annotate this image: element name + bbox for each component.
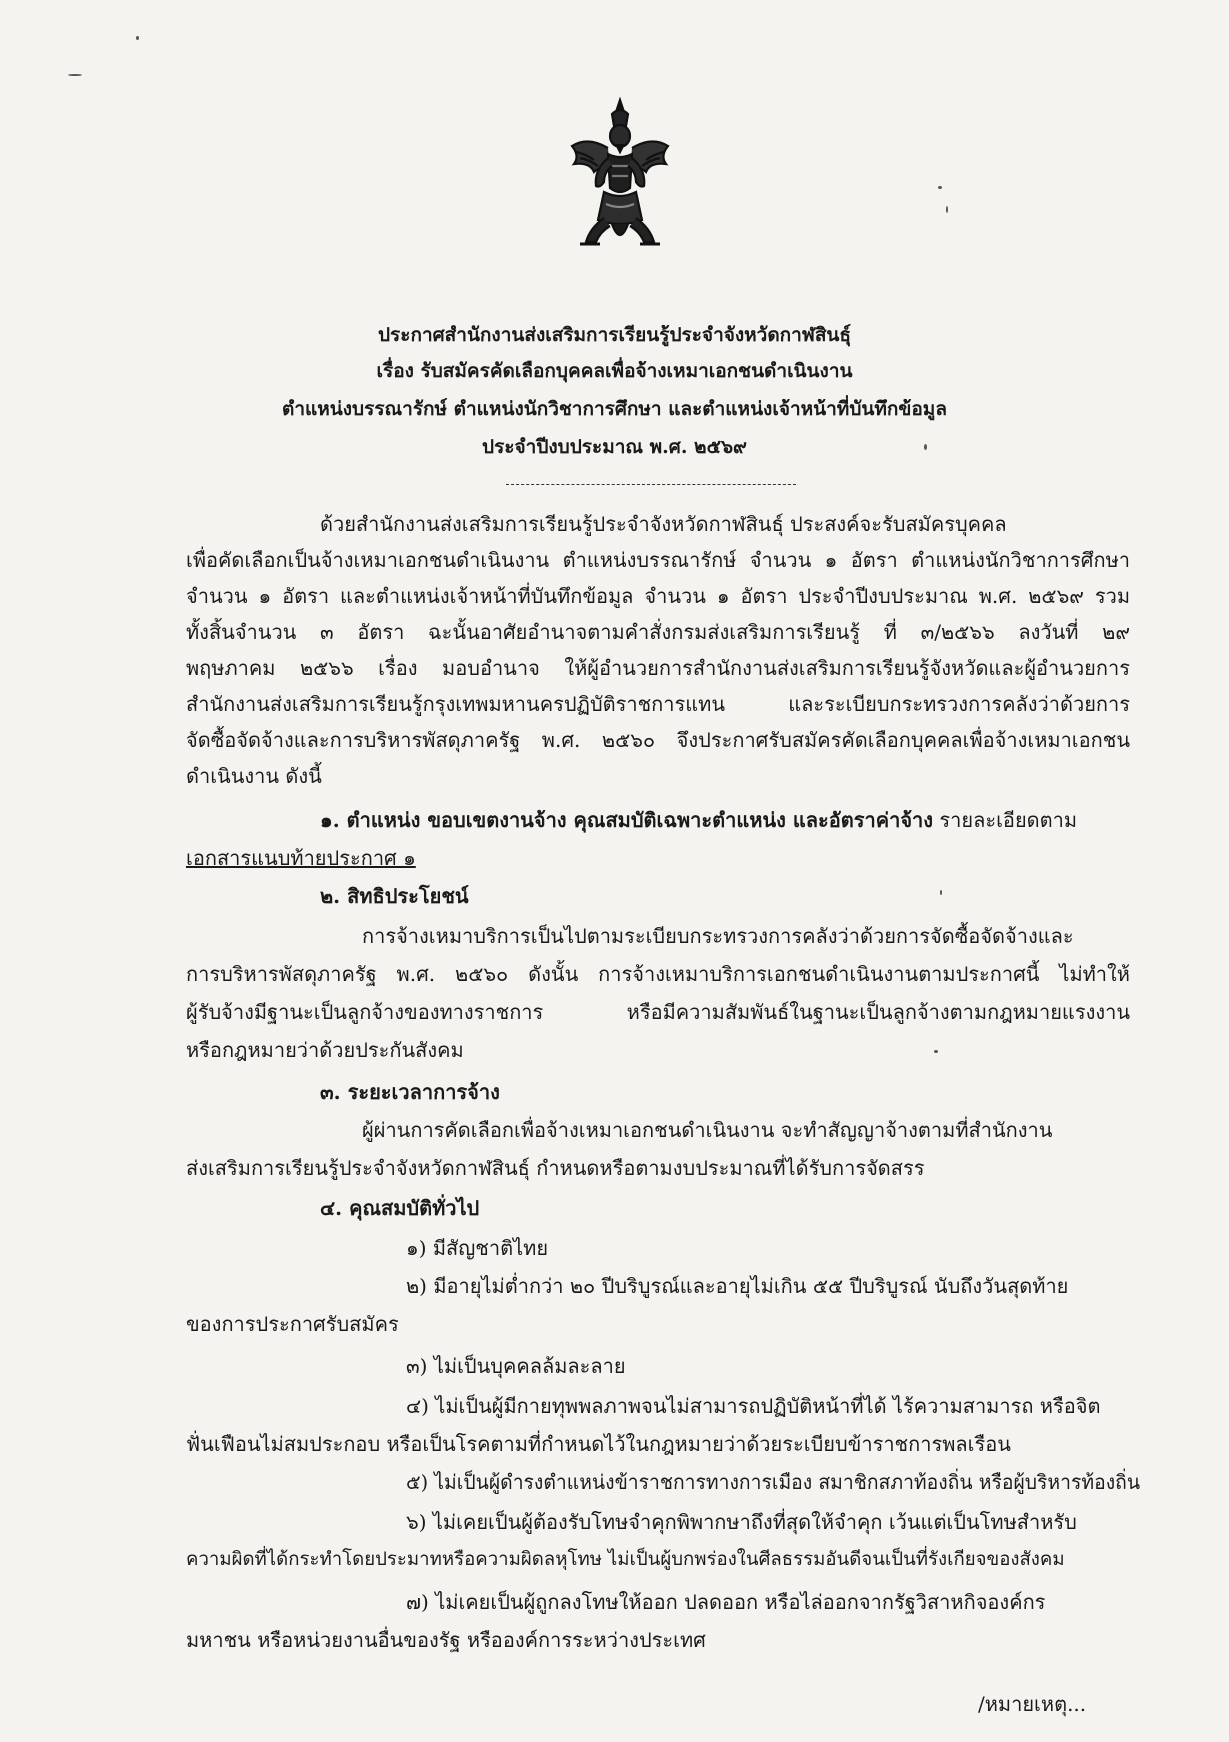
section-4-heading: ๔. คุณสมบัติทั่วไป xyxy=(320,1196,480,1220)
scan-speck xyxy=(68,74,82,76)
section-3-line: ผู้ผ่านการคัดเลือกเพื่อจ้างเหมาเอกชนดำเนินงาน จะทำสัญญาจ้างตามที่สำนักงาน xyxy=(362,1118,1053,1142)
qualification-item: ฟั่นเฟือนไม่สมประกอบ หรือเป็นโรคตามที่กำหนดไว้ในกฎหมายว่าด้วยระเบียบข้าราชการพลเรือน xyxy=(186,1432,1011,1456)
intro-line: จำนวน ๑ อัตรา และตำแหน่งเจ้าหน้าที่บันทึกข้อมูล จำนวน ๑ อัตรา ประจำปีงบประมาณ พ.ศ. ๒๕๖๙ รวม xyxy=(186,584,1130,608)
intro-line: เพื่อคัดเลือกเป็นจ้างเหมาเอกชนดำเนินงาน ตำแหน่งบรรณารักษ์ จำนวน ๑ อัตรา ตำแหน่งนักวิชาการศึกษา xyxy=(186,548,1130,572)
qualification-item: ๗) ไม่เคยเป็นผู้ถูกลงโทษให้ออก ปลดออก หรือไล่ออกจากรัฐวิสาหกิจองค์กร xyxy=(406,1590,1046,1614)
intro-line: ด้วยสำนักงานส่งเสริมการเรียนรู้ประจำจังหวัดกาฬสินธุ์ ประสงค์จะรับสมัครบุคคล xyxy=(320,512,1007,536)
intro-line: ทั้งสิ้นจำนวน ๓ อัตรา ฉะนั้นอาศัยอำนาจตามคำสั่งกรมส่งเสริมการเรียนรู้ ที่ ๓/๒๕๖๖ ลงวันที่ ๒๙ xyxy=(186,620,1130,644)
section-3-heading: ๓. ระยะเวลาการจ้าง xyxy=(320,1080,500,1104)
qualification-item: ๒) มีอายุไม่ต่ำกว่า ๒๐ ปีบริบูรณ์และอายุไม่เกิน ๕๕ ปีบริบูรณ์ นับถึงวันสุดท้าย xyxy=(406,1274,1069,1298)
section-3-line: ส่งเสริมการเรียนรู้ประจำจังหวัดกาฬสินธุ์ กำหนดหรือตามงบประมาณที่ได้รับการจัดสรร xyxy=(186,1156,925,1180)
garuda-emblem-icon xyxy=(560,96,680,266)
qualification-item: ๖) ไม่เคยเป็นผู้ต้องรับโทษจำคุกพิพากษาถึงที่สุดให้จำคุก เว้นแต่เป็นโทษสำหรับ xyxy=(406,1510,1077,1534)
qualification-item: มหาชน หรือหน่วยงานอื่นของรัฐ หรือองค์การระหว่างประเทศ xyxy=(186,1628,706,1652)
intro-line: สำนักงานส่งเสริมการเรียนรู้กรุงเทพมหานครปฏิบัติราชการแทน และระเบียบกระทรวงการคลังว่าด้วยการ xyxy=(186,692,1130,716)
scan-speck xyxy=(940,890,942,895)
qualification-item: ๔) ไม่เป็นผู้มีกายทุพพลภาพจนไม่สามารถปฏิบัติหน้าที่ได้ ไร้ความสามารถ หรือจิต xyxy=(406,1394,1101,1418)
section-2-line: ผู้รับจ้างมีฐานะเป็นลูกจ้างของทางราชการ หรือมีความสัมพันธ์ในฐานะเป็นลูกจ้างตามกฎหมายแรงงาน xyxy=(186,1000,1130,1024)
section-1-tail: รายละเอียดตาม xyxy=(933,808,1078,832)
announcement-subject: เรื่อง รับสมัครคัดเลือกบุคคลเพื่อจ้างเหมาเอกชนดำเนินงาน xyxy=(376,360,853,382)
scan-speck xyxy=(934,1050,938,1053)
section-2-line: การจ้างเหมาบริการเป็นไปตามระเบียบกระทรวงการคลังว่าด้วยการจัดซื้อจัดจ้างและ xyxy=(362,924,1074,948)
scan-speck xyxy=(136,36,139,40)
section-2-line: การบริหารพัสดุภาครัฐ พ.ศ. ๒๕๖๐ ดังนั้น การจ้างเหมาบริการเอกชนดำเนินงานตามประกาศนี้ ไม่ทำให้ xyxy=(186,962,1130,986)
attachment-link[interactable]: เอกสารแนบท้ายประกาศ ๑ xyxy=(186,846,416,870)
continuation-marker: /หมายเหตุ... xyxy=(978,1692,1087,1716)
announcement-positions: ตำแหน่งบรรณารักษ์ ตำแหน่งนักวิชาการศึกษา และตำแหน่งเจ้าหน้าที่บันทึกข้อมูล xyxy=(282,398,947,420)
announcement-title: ประกาศสำนักงานส่งเสริมการเรียนรู้ประจำจังหวัดกาฬสินธุ์ xyxy=(377,324,852,346)
announcement-fiscal-year: ประจำปีงบประมาณ พ.ศ. ๒๕๖๙ xyxy=(482,436,747,458)
qualification-item: ๑) มีสัญชาติไทย xyxy=(406,1236,549,1260)
section-2-heading: ๒. สิทธิประโยชน์ xyxy=(320,884,469,908)
title-divider xyxy=(506,484,796,485)
scan-speck xyxy=(938,186,942,189)
qualification-item: ๕) ไม่เป็นผู้ดำรงตำแหน่งข้าราชการทางการเมือง สมาชิกสภาท้องถิ่น หรือผู้บริหารท้องถิ่น xyxy=(406,1470,1141,1494)
scan-speck xyxy=(946,206,948,213)
intro-line: พฤษภาคม ๒๕๖๖ เรื่อง มอบอำนาจ ให้ผู้อำนวยการสำนักงานส่งเสริมการเรียนรู้จังหวัดและผู้อำนวยการ xyxy=(186,656,1130,680)
qualification-item: ความผิดที่ได้กระทำโดยประมาทหรือความผิดลหุโทษ ไม่เป็นผู้บกพร่องในศีลธรรมอันดีจนเป็นที่รังเกียจของสังคม xyxy=(186,1549,1065,1570)
qualification-item: ของการประกาศรับสมัคร xyxy=(186,1312,399,1336)
qualification-item: ๓) ไม่เป็นบุคคลล้มละลาย xyxy=(406,1354,626,1378)
section-2-line: หรือกฎหมายว่าด้วยประกันสังคม xyxy=(186,1038,464,1062)
intro-line: ดำเนินงาน ดังนี้ xyxy=(186,764,322,788)
section-1-heading: ๑. ตำแหน่ง ขอบเขตงานจ้าง คุณสมบัติเฉพาะตำแหน่ง และอัตราค่าจ้าง xyxy=(320,808,934,832)
section-1-line xyxy=(320,808,1077,832)
intro-line: จัดซื้อจัดจ้างและการบริหารพัสดุภาครัฐ พ.ศ. ๒๕๖๐ จึงประกาศรับสมัครคัดเลือกบุคคลเพื่อจ้างเหมาเอกชน xyxy=(186,728,1130,752)
